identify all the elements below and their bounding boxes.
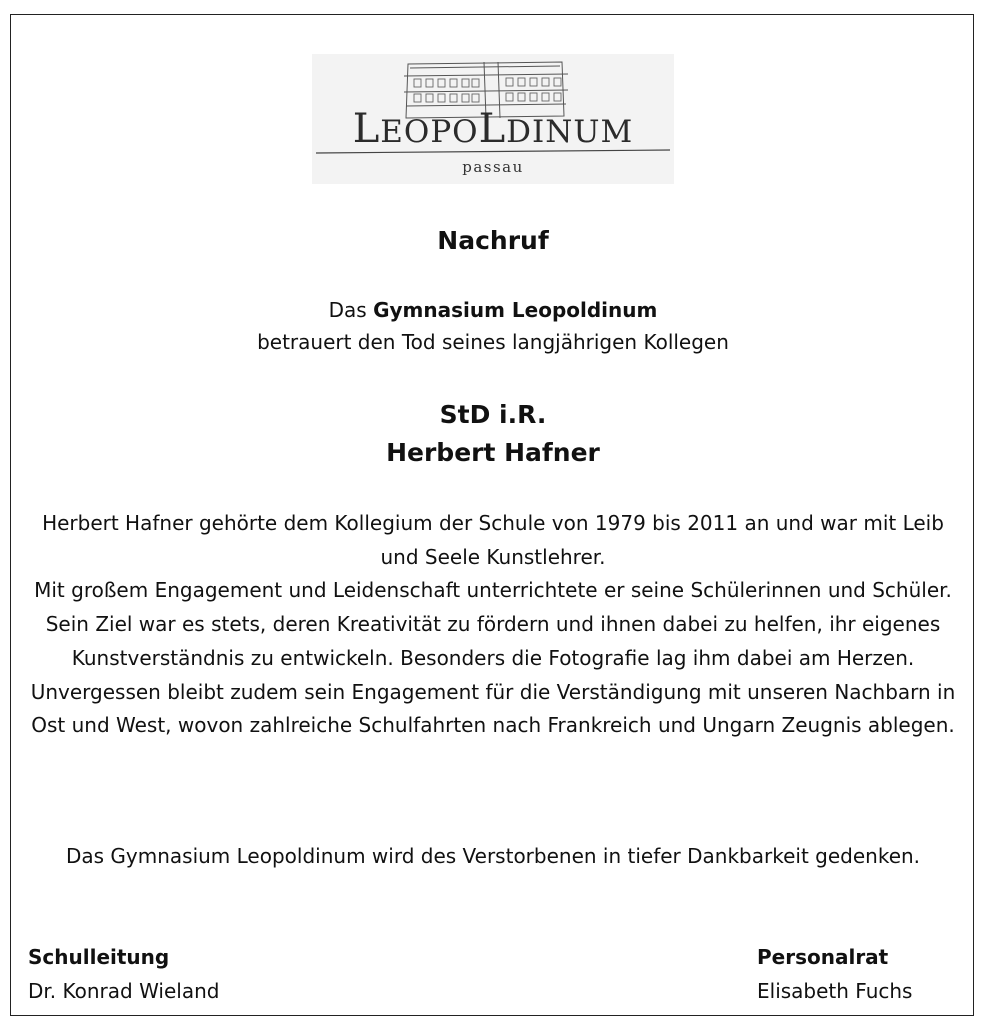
intro: [0, 294, 986, 358]
svg-text:LEOPOLDINUM: LEOPOLDINUM: [352, 106, 634, 152]
closing-statement: Das Gymnasium Leopoldinum wird des Verstorbenen in tiefer Dankbarkeit gedenken.: [65, 844, 921, 868]
school-name: Gymnasium Leopoldinum: [373, 298, 658, 322]
body-paragraph-1: Herbert Hafner gehörte dem Kollegium der Schule von 1979 bis 2011 an und war mit Leib und Seele Kunstlehrer.: [42, 511, 944, 569]
signature-person: Dr. Konrad Wieland: [28, 979, 220, 1003]
intro-line-2: betrauert den Tod seines langjährigen Kollegen: [257, 330, 729, 354]
intro-line-1: [0, 294, 986, 326]
signature-person: Elisabeth Fuchs: [757, 979, 913, 1003]
signature-role: Schulleitung: [28, 945, 170, 969]
deceased-name: Herbert Hafner: [386, 438, 600, 467]
obituary-body: [20, 507, 966, 743]
body-paragraph-3: Unvergessen bleibt zudem sein Engagement für die Verständigung mit unseren Nachbarn in Ost und West, wovon zahlreiche Schulfahrten nach Frankreich und Ungarn Zeugnis ablegen.: [30, 679, 956, 738]
signature-left: [28, 940, 219, 1008]
deceased-rank: StD i.R.: [439, 400, 547, 429]
deceased-block: [0, 396, 986, 472]
intro-prefix: Das: [328, 298, 367, 322]
body-paragraph-2: Mit großem Engagement und Leidenschaft unterrichtete er seine Schülerinnen und Schüler. Sein Ziel war es stets, deren Kreativität zu fördern und ihnen dabei zu helfen, ihr eigenes Kunstverständnis zu entwickeln. Besonders die Fotografie lag ihm dabei am Herzen.: [34, 578, 952, 670]
signature-role: Personalrat: [757, 945, 889, 969]
signature-right: [757, 940, 912, 1008]
building-sketch-icon: [312, 54, 674, 184]
page-title: Nachruf: [437, 226, 549, 255]
svg-text:passau: passau: [462, 158, 524, 176]
school-logo: [312, 54, 674, 184]
